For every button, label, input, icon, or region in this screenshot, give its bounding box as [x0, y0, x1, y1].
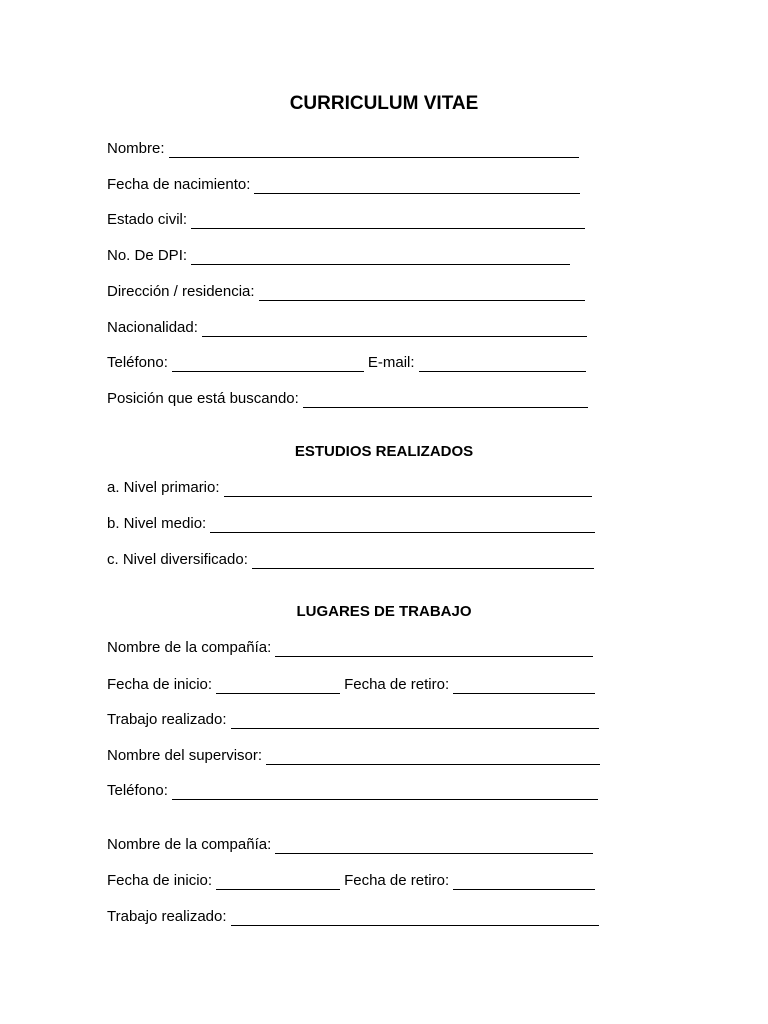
job1-supervisor-blank[interactable] — [266, 750, 600, 765]
field-job1-trabajo-realizado — [107, 709, 599, 729]
telefono-blank[interactable] — [172, 357, 364, 372]
field-label: Fecha de inicio: — [107, 872, 213, 889]
field-job2-trabajo-realizado — [107, 906, 599, 926]
field-job1-fechas — [107, 674, 595, 694]
nivel-primario-blank[interactable] — [224, 482, 592, 497]
field-label: No. De DPI: — [107, 247, 188, 264]
field-nivel-diversificado — [107, 549, 594, 569]
field-label: Teléfono: — [107, 354, 168, 371]
job1-trabajo-realizado-blank[interactable] — [231, 714, 599, 729]
nacionalidad-blank[interactable] — [202, 322, 587, 337]
field-label: Nombre de la compañía: — [107, 836, 272, 853]
field-label: Nombre: — [107, 140, 165, 157]
fecha-nacimiento-blank[interactable] — [254, 179, 580, 194]
job1-fecha-inicio-blank[interactable] — [216, 679, 340, 694]
estado-civil-blank[interactable] — [191, 214, 585, 229]
field-label: Fecha de inicio: — [107, 676, 213, 693]
job2-trabajo-realizado-blank[interactable] — [231, 911, 599, 926]
field-label: Trabajo realizado: — [107, 711, 227, 728]
field-nivel-primario — [107, 477, 592, 497]
section-heading-trabajo: LUGARES DE TRABAJO — [296, 603, 472, 620]
job2-fecha-inicio-blank[interactable] — [216, 875, 340, 890]
field-job2-fechas — [107, 870, 595, 890]
field-label: a. Nivel primario: — [107, 479, 220, 496]
field-nacionalidad — [107, 317, 587, 337]
field-nivel-medio — [107, 513, 595, 533]
field-job1-compania — [107, 637, 593, 657]
field-job1-supervisor — [107, 745, 600, 765]
field-label: Fecha de retiro: — [344, 676, 450, 693]
field-label: b. Nivel medio: — [107, 515, 207, 532]
field-label: Nacionalidad: — [107, 319, 198, 336]
page-title: CURRICULUM VITAE — [289, 93, 479, 114]
field-label: c. Nivel diversificado: — [107, 551, 248, 568]
field-label: Dirección / residencia: — [107, 283, 255, 300]
field-label: Posición que está buscando: — [107, 390, 299, 407]
direccion-blank[interactable] — [259, 286, 585, 301]
field-label: Fecha de nacimiento: — [107, 176, 251, 193]
field-label: Teléfono: — [107, 782, 168, 799]
field-job1-telefono — [107, 780, 598, 800]
email-blank[interactable] — [419, 357, 586, 372]
field-telefono-email — [107, 352, 586, 372]
field-estado-civil — [107, 209, 585, 229]
field-posicion — [107, 388, 588, 408]
field-fecha-nacimiento — [107, 174, 580, 194]
posicion-blank[interactable] — [303, 393, 588, 408]
section-heading-estudios: ESTUDIOS REALIZADOS — [294, 443, 474, 460]
job1-fecha-retiro-blank[interactable] — [453, 679, 595, 694]
job1-telefono-blank[interactable] — [172, 785, 598, 800]
field-label: E-mail: — [367, 354, 415, 371]
dpi-blank[interactable] — [191, 250, 570, 265]
field-nombre — [107, 138, 579, 158]
nivel-diversificado-blank[interactable] — [252, 554, 594, 569]
job2-fecha-retiro-blank[interactable] — [453, 875, 595, 890]
field-label: Trabajo realizado: — [107, 908, 227, 925]
job2-compania-blank[interactable] — [275, 839, 593, 854]
field-job2-compania — [107, 834, 593, 854]
nombre-blank[interactable] — [169, 143, 579, 158]
field-label: Estado civil: — [107, 211, 188, 228]
field-label: Nombre de la compañía: — [107, 639, 272, 656]
field-dpi — [107, 245, 570, 265]
field-direccion — [107, 281, 585, 301]
field-label: Nombre del supervisor: — [107, 747, 263, 764]
nivel-medio-blank[interactable] — [210, 518, 595, 533]
job1-compania-blank[interactable] — [275, 642, 593, 657]
field-label: Fecha de retiro: — [344, 872, 450, 889]
